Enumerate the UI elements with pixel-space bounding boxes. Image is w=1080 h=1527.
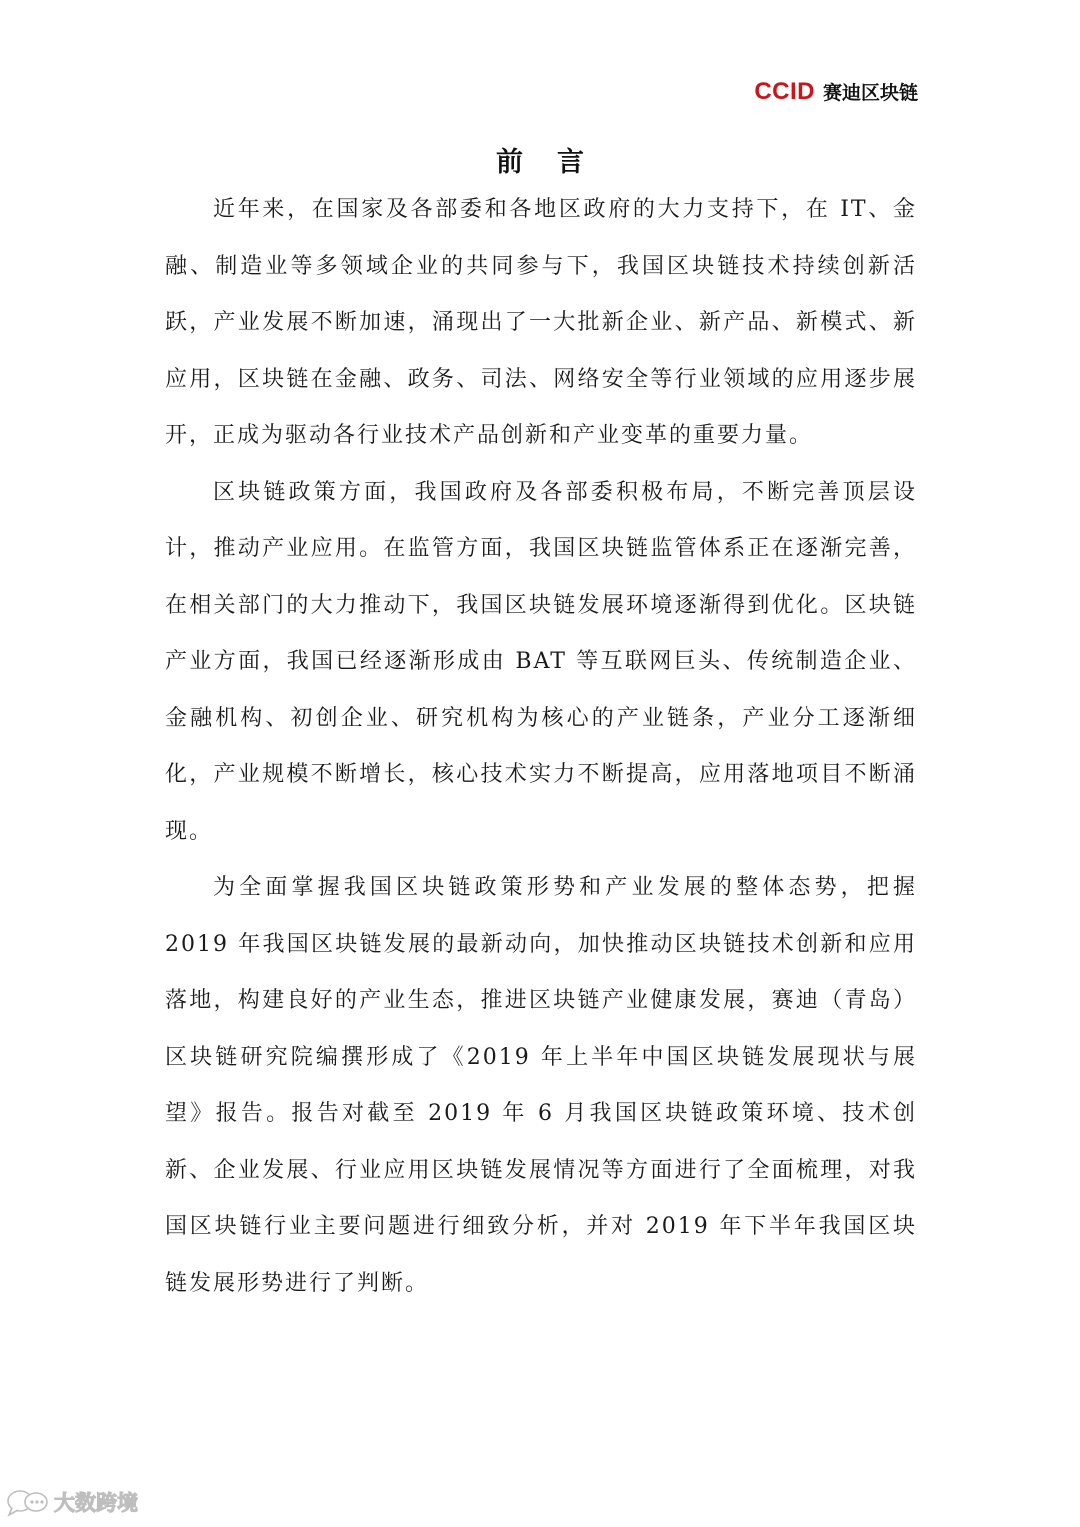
paragraph-1: 近年来，在国家及各部委和各地区政府的大力支持下，在 IT、金融、制造业等多领域企业的共同参与下，我国区块链技术持续创新活跃，产业发展不断加速，涌现出了一大批新企业、新产品、新模式、新应用，区块链在金融、政务、司法、网络安全等行业领域的应用逐步展开，正成为驱动各行业技术产品创新和产业变革的重要力量。 xyxy=(165,197,917,448)
title-char-1: 前 xyxy=(496,147,523,178)
chat-bubble-icon xyxy=(6,1487,50,1517)
paragraph-2: 区块链政策方面，我国政府及各部委积极布局，不断完善顶层设计，推动产业应用。在监管方面，我国区块链监管体系正在逐渐完善，在相关部门的大力推动下，我国区块链发展环境逐渐得到优化。区块链产业方面，我国已经逐渐形成由 BAT 等互联网巨头、传统制造企业、金融机构、初创企业、研究机构为核心的产业链条，产业分工逐渐细化，产业规模不断增长，核心技术实力不断提高，应用落地项目不断涌现。 xyxy=(165,479,917,844)
body-content xyxy=(165,182,917,1312)
brand-logo-ccid: CCID xyxy=(754,78,815,105)
paragraph-3: 为全面掌握我国区块链政策形势和产业发展的整体态势，把握 2019 年我国区块链发展的最新动向，加快推动区块链技术创新和应用落地，构建良好的产业生态，推进区块链产业健康发展，赛迪（青岛）区块链研究院编撰形成了《2019 年上半年中国区块链发展现状与展望》报告。报告对截至 2019 年 6 月我国区块链政策环境、技术创新、企业发展、行业应用区块链发展情况等方面进行了全面梳理，对我国区块链行业主要问题进行细致分析，并对 2019 年下半年我国区块链发展形势进行了判断。 xyxy=(165,875,917,1296)
page-header xyxy=(754,78,918,106)
title-char-2: 言 xyxy=(557,147,584,178)
watermark xyxy=(6,1487,138,1517)
brand-name: 赛迪区块链 xyxy=(822,82,918,104)
page-title xyxy=(0,140,1080,179)
watermark-text: 大数跨境 xyxy=(54,1491,138,1515)
